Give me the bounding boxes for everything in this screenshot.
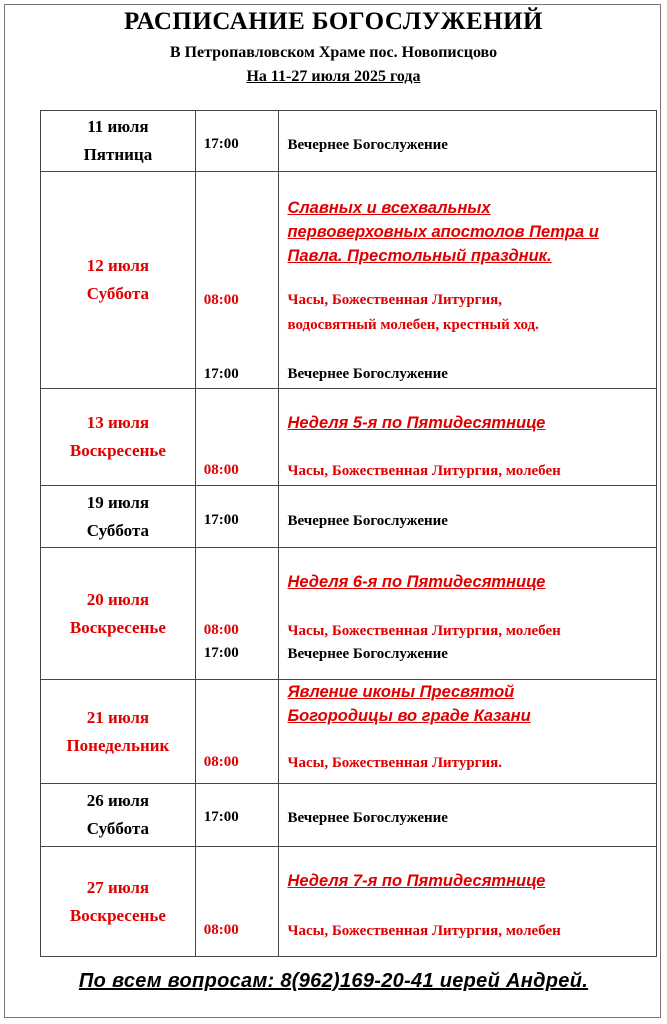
day-cell [41,486,196,548]
service-text: Часы, Божественная Литургия, [287,292,502,308]
event-cell [279,784,657,847]
contact-line: По всем вопросам: 8(962)169-20-41 иерей Андрей. [78,970,589,992]
service-text: Часы, Божественная Литургия, молебен [287,623,561,639]
feast-title: Павла. Престольный праздник. [287,247,552,265]
service-time: 17:00 [203,645,239,661]
service-text: Часы, Божественная Литургия, молебен [287,463,561,479]
service-time: 08:00 [203,622,239,638]
event-cell [279,172,657,389]
day-cell [41,111,196,172]
day-weekday: Пятница [83,145,153,164]
service-time: 17:00 [203,136,239,152]
service-time: 08:00 [203,754,239,770]
time-cell [195,486,279,548]
time-cell [195,548,279,680]
day-weekday: Суббота [86,520,150,540]
day-cell [41,847,196,957]
day-cell [41,680,196,784]
time-cell [195,172,279,389]
service-time: 17:00 [203,512,239,528]
day-date: 26 июля [86,791,150,810]
day-date: 12 июля [86,256,150,275]
time-cell [195,847,279,957]
day-date: 19 июля [86,492,150,512]
time-cell [195,680,279,784]
feast-title: Неделя 7-я по Пятидесятнице [287,872,546,890]
feast-title: Богородицы во граде Казани [287,707,531,725]
day-cell [41,548,196,680]
service-time: 08:00 [203,922,239,938]
feast-title: Неделя 5-я по Пятидесятнице [287,414,546,432]
service-text: Вечернее Богослужение [287,366,448,382]
time-cell [195,784,279,847]
time-cell [195,389,279,486]
table-row [41,784,657,847]
service-text: Вечернее Богослужение [287,646,448,662]
table-row [41,172,657,389]
event-cell [279,847,657,957]
feast-title: первоверховных апостолов Петра и [287,223,599,241]
page-title: РАСПИСАНИЕ БОГОСЛУЖЕНИЙ [124,8,543,35]
table-row [41,680,657,784]
service-text: водосвятный молебен, крестный ход. [287,317,539,333]
day-weekday: Воскресенье [69,441,166,460]
day-weekday: Суббота [86,284,150,303]
service-text: Вечернее Богослужение [287,137,448,153]
table-row [41,111,657,172]
date-range: На 11-27 июля 2025 года [246,68,421,85]
table-row [41,486,657,548]
service-time: 17:00 [203,809,239,825]
day-weekday: Воскресенье [69,617,166,637]
feast-title: Неделя 6-я по Пятидесятнице [287,573,546,591]
day-weekday: Суббота [86,819,150,838]
service-text: Вечернее Богослужение [287,810,448,826]
day-weekday: Воскресенье [69,905,166,925]
day-cell [41,172,196,389]
day-date: 13 июля [86,413,150,432]
church-subtitle: В Петропавловском Храме пос. Новописцово [169,44,498,61]
day-weekday: Понедельник [66,735,170,755]
service-time: 17:00 [203,366,239,382]
feast-title: Славных и всехвальных [287,199,491,217]
table-row [41,389,657,486]
day-cell [41,389,196,486]
event-cell [279,486,657,548]
time-cell [195,111,279,172]
event-cell [279,548,657,680]
service-time: 08:00 [203,462,239,478]
service-time: 08:00 [203,292,239,308]
event-cell [279,111,657,172]
table-row [41,548,657,680]
day-cell [41,784,196,847]
day-date: 20 июля [86,589,150,609]
event-cell [279,389,657,486]
schedule-table [40,110,657,957]
day-date: 11 июля [87,117,149,136]
day-date: 27 июля [86,877,150,897]
service-text: Вечернее Богослужение [287,513,448,529]
table-row [41,847,657,957]
service-text: Часы, Божественная Литургия. [287,755,502,771]
service-text: Часы, Божественная Литургия, молебен [287,923,561,939]
event-cell [279,680,657,784]
feast-title: Явление иконы Пресвятой [287,683,515,701]
day-date: 21 июля [86,707,150,727]
